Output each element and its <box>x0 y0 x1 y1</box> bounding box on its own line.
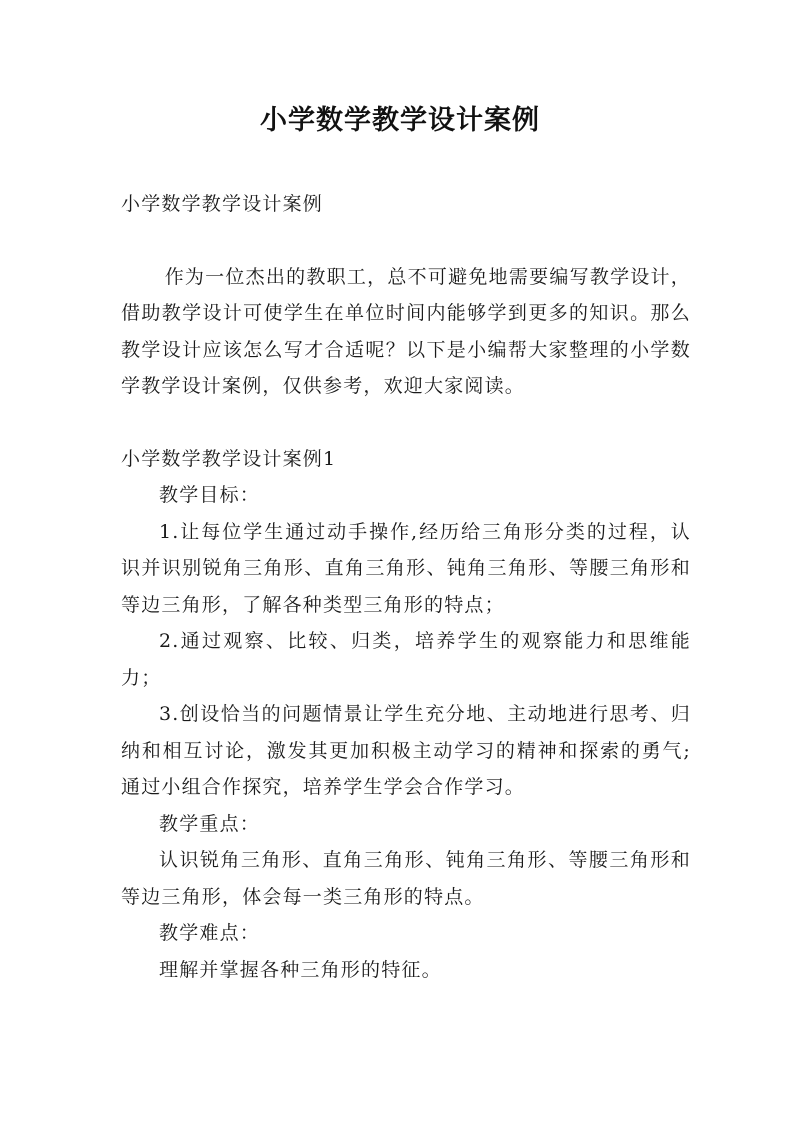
objective-1: 1.让每位学生通过动手操作,经历给三角形分类的过程，认识并识别锐角三角形、直角三角形、钝角三角形、等腰三角形和等边三角形，了解各种类型三角形的特点； <box>121 520 691 616</box>
section-heading: 小学数学教学设计案例1 <box>121 447 337 470</box>
objective-3: 3.创设恰当的问题情景让学生充分地、主动地进行思考、归纳和相互讨论，激发其更加积极主动学习的精神和探索的勇气;通过小组合作探究，培养学生学会合作学习。 <box>121 703 691 798</box>
document-title: 小学数学教学设计案例 <box>260 105 540 136</box>
key-points-text: 认识锐角三角形、直角三角形、钝角三角形、等腰三角形和等边三角形，体会每一类三角形的特点。 <box>121 849 691 908</box>
paragraph-spacer <box>121 405 691 441</box>
paragraph-spacer <box>121 223 691 259</box>
document-body <box>121 186 691 988</box>
intro-paragraph: 作为一位杰出的教职工，总不可避免地需要编写教学设计，借助教学设计可使学生在单位时间内能够学到更多的知识。那么教学设计应该怎么写才合适呢？以下是小编帮大家整理的小学数学教学设计案例，仅供参考，欢迎大家阅读。 <box>121 265 691 397</box>
difficulty-label: 教学难点： <box>159 922 261 944</box>
subtitle: 小学数学教学设计案例 <box>121 193 324 215</box>
key-points-label: 教学重点： <box>159 812 261 835</box>
objective-2: 2.通过观察、比较、归类，培养学生的观察能力和思维能力； <box>121 630 691 689</box>
objectives-label: 教学目标： <box>159 484 261 506</box>
difficulty-text: 理解并掌握各种三角形的特征。 <box>159 958 442 981</box>
